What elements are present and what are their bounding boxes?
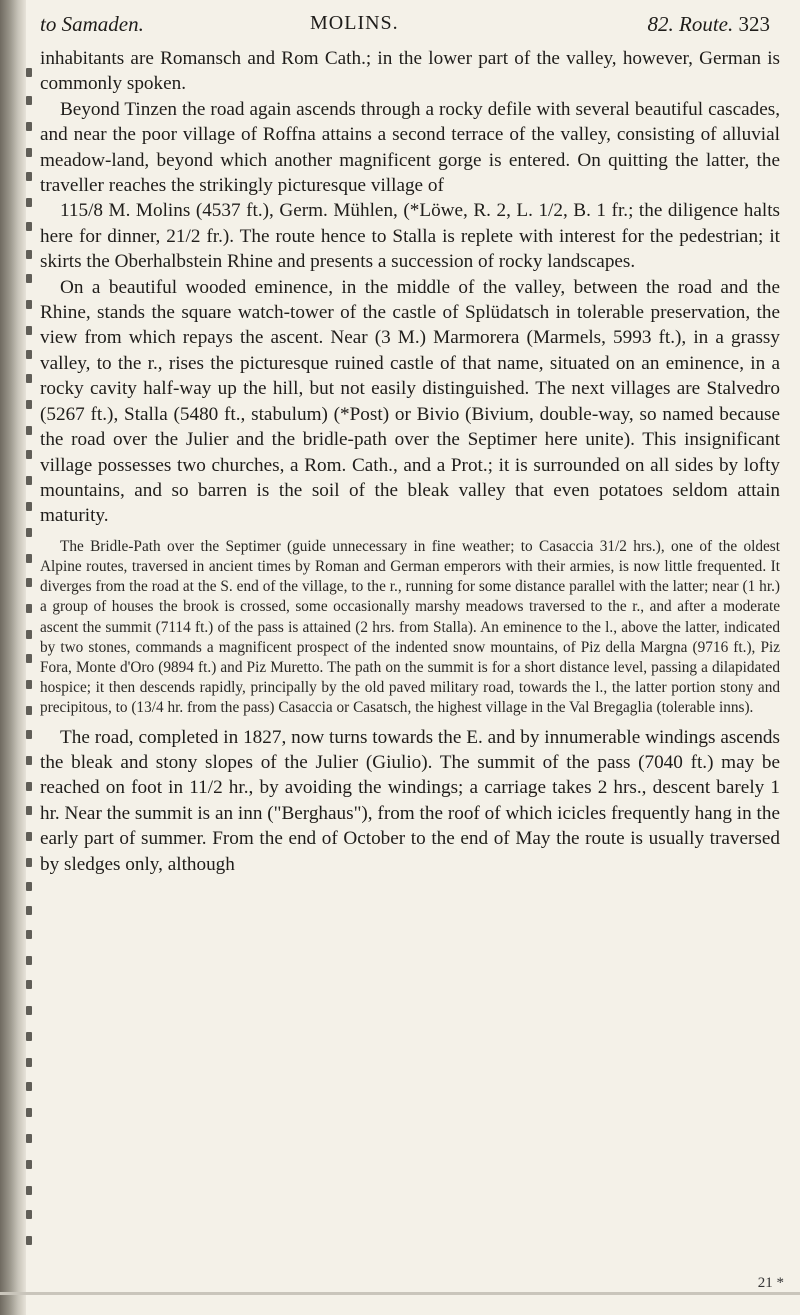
paragraph: Beyond Tinzen the road again ascends through a rocky defile with several beautiful cascades, and near the poor village of Roffna attains a second terrace of the valley, consisting of alluvial meadow-land, beyond which another magnificent gorge is entered. On quitting the latter, the traveller reaches the strikingly picturesque village of xyxy=(40,98,780,197)
small-print-section xyxy=(40,537,780,719)
signature-mark: 21 * xyxy=(757,1275,784,1291)
main-text xyxy=(40,46,780,529)
paragraph: inhabitants are Romansch and Rom Cath.; in the lower part of the valley, however, German is commonly spoken. xyxy=(40,48,780,95)
book-page xyxy=(40,8,780,877)
page-number: 323 xyxy=(738,12,770,36)
running-header xyxy=(40,8,780,40)
paragraph: The road, completed in 1827, now turns towards the E. and by innumerable windings ascends the bleak and stony slopes of the Julier (Giulio). The summit of the pass (7040 ft.) may be reached on foot in 11/2 hr., by avoiding the windings; a carriage takes 2 hrs., descent barely 1 hr. Near the summit is an inn ("Berghaus"), from the roof of which icicles frequently hang in the early part of summer. From the end of October to the end of May the route is usually traversed by sledges only, although xyxy=(40,726,780,875)
paragraph: On a beautiful wooded eminence, in the middle of the valley, between the road and the Rhine, stands the square watch-tower of the castle of Splüdatsch in tolerable preservation, the view from which repays the ascent. Near (3 M.) Marmorera (Marmels, 5993 ft.), in a grassy valley, to the r., rises the picturesque ruined castle of that name, situated on an eminence, in a rocky cavity half-way up the hill, but not easily distinguished. The next villages are Stalvedro (5267 ft.), Stalla (5480 ft., stabulum) (*Post) or Bivio (Bivium, double-way, so named because the road over the Julier and the bridle-path over the Septimer here unite). This insignificant village possesses two churches, a Rom. Cath., and a Prot.; it is surrounded on all sides by lofty mountains, and so barren is the soil of the bleak valley that even potatoes seldom attain maturity. xyxy=(40,276,780,527)
header-destination: to Samaden. xyxy=(40,12,144,36)
page-bottom-edge xyxy=(0,1292,800,1295)
header-route-and-page xyxy=(648,12,770,37)
header-route: 82. Route. xyxy=(647,12,734,36)
small-paragraph: The Bridle-Path over the Septimer (guide unnecessary in fine weather; to Casaccia 31/2 hrs.), one of the oldest Alpine routes, traversed in ancient times by Roman and German emperors with their armies, is now little frequented. It diverges from the road at the S. end of the village, to the r., running for some distance parallel with the latter; near (1 hr.) a group of houses the brook is crossed, some occasionally marshy meadows traversed to the r., and after a moderate ascent the summit (7114 ft.) of the pass is attained (2 hrs. from Stalla). An eminence to the l., above the latter, indicated by two stones, commands a magnificent prospect of the indented snow mountains, of Piz della Margna (9716 ft.), Piz Fora, Monte d'Oro (9894 ft.) and Piz Muretto. The path on the summit is for a short distance level, passing a dilapidated hospice; it then descends rapidly, principally by the old paved military road, towards the l., the latter portion stony and precipitous, to (13/4 hr. from the pass) Casaccia or Casatsch, the highest village in the Val Bregaglia (tolerable inns). xyxy=(40,537,780,717)
paragraph: 115/8 M. Molins (4537 ft.), Germ. Mühlen, (*Löwe, R. 2, L. 1/2, B. 1 fr.; the diligence halts here for dinner, 21/2 fr.). The route hence to Stalla is replete with interest for the pedestrian; it skirts the Oberhalbstein Rhine and presents a succession of rocky landscapes. xyxy=(40,200,780,273)
main-text-continued xyxy=(40,725,780,877)
header-title: MOLINS. xyxy=(310,12,399,34)
gutter-edge-marks xyxy=(0,0,40,1315)
